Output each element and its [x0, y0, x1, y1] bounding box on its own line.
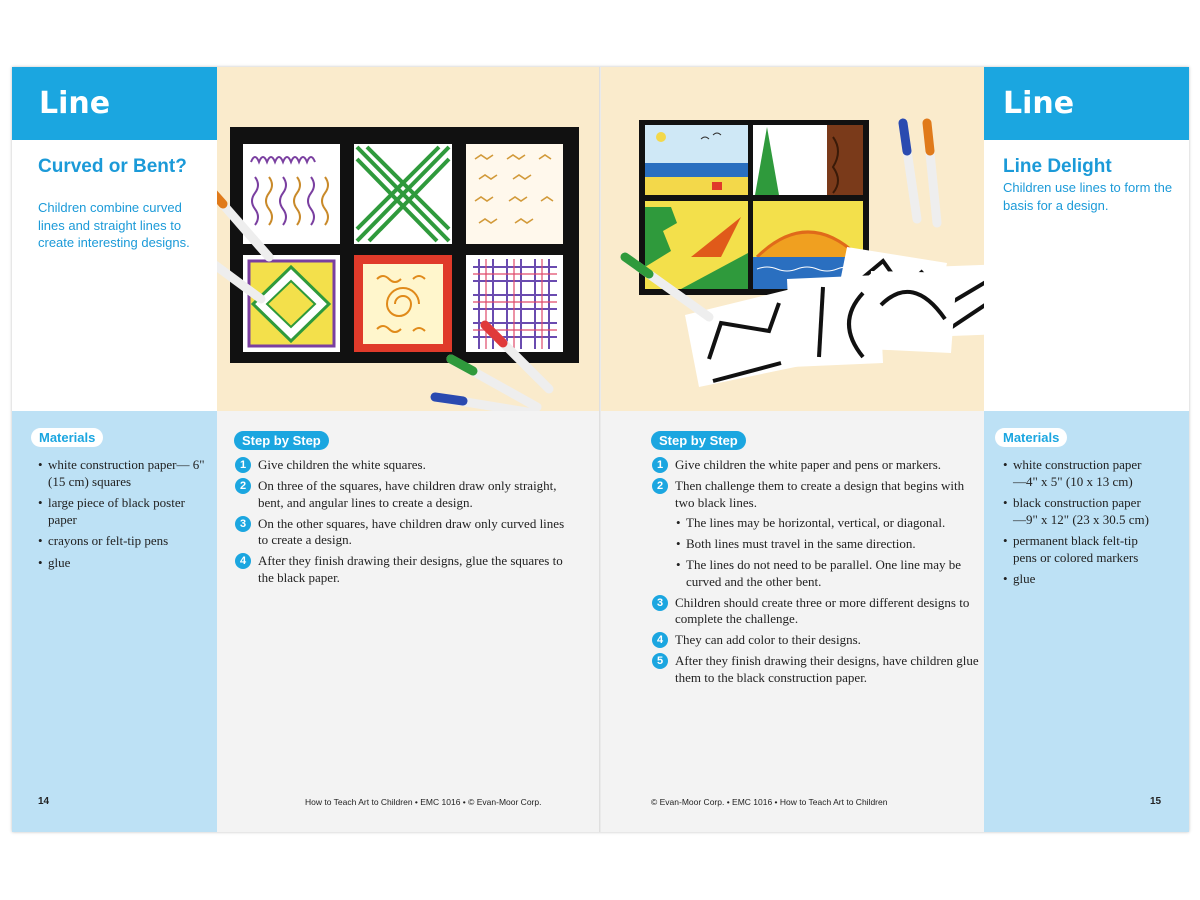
right-activity-photo	[601, 67, 984, 411]
step-number: 1	[652, 457, 668, 473]
list-item	[235, 553, 575, 586]
list-item: • permanent black felt-tip pens or colored markers	[1003, 533, 1153, 566]
right-activity-title: Line Delight	[1003, 156, 1112, 177]
list-item	[235, 478, 575, 511]
left-page-number: 14	[38, 796, 50, 807]
step-number: 2	[652, 478, 668, 494]
left-activity-title: Curved or Bent?	[38, 156, 187, 177]
left-activity-description: Children combine curved lines and straight lines to create interesting designs.	[38, 200, 190, 250]
step-text: Children should create three or more different designs to complete the challenge.	[675, 594, 970, 626]
list-item	[652, 457, 982, 474]
step-text: Then challenge them to create a design that begins with two black lines.	[675, 478, 965, 510]
left-header-banner	[12, 67, 217, 140]
right-activity-description: Children use lines to form the basis for a design.	[1003, 180, 1173, 213]
left-activity-photo	[217, 67, 600, 411]
left-materials-list	[38, 457, 208, 576]
step-text: After they finish drawing their designs, have children glue them to the black construction paper.	[675, 653, 979, 685]
right-footer-credit: © Evan-Moor Corp. • EMC 1016 • How to Teach Art to Children	[651, 797, 888, 807]
left-instructions-panel	[217, 411, 600, 832]
right-instructions-panel	[601, 411, 984, 832]
right-materials-label: Materials	[995, 428, 1067, 447]
left-title-panel	[12, 140, 217, 411]
step-text: On the other squares, have children draw only curved lines to create a design.	[258, 515, 565, 547]
right-header-banner	[984, 67, 1189, 140]
list-item: • Both lines must travel in the same direction.	[652, 536, 982, 553]
right-header-title: Line	[1003, 86, 1075, 121]
right-steps-label: Step by Step	[651, 431, 746, 450]
left-steps-label: Step by Step	[234, 431, 329, 450]
step-number: 3	[652, 595, 668, 611]
step-number: 4	[235, 553, 251, 569]
right-materials-list	[1003, 457, 1153, 593]
list-item	[652, 478, 982, 590]
left-steps-list	[235, 457, 575, 591]
step-number: 4	[652, 632, 668, 648]
right-title-panel	[984, 140, 1189, 411]
list-item: • black construction paper—9" x 12" (23 x 30.5 cm)	[1003, 495, 1153, 528]
right-page	[601, 67, 1189, 832]
step-number: 3	[235, 516, 251, 532]
right-steps-list	[652, 457, 982, 691]
line-delight-artwork-image	[601, 67, 984, 411]
open-book	[12, 67, 1189, 832]
right-materials-panel	[984, 411, 1189, 832]
list-item	[652, 653, 982, 686]
left-materials-label: Materials	[31, 428, 103, 447]
list-item: • white construction paper— 6" (15 cm) squares	[38, 457, 208, 490]
list-item	[652, 595, 982, 628]
left-footer-credit: How to Teach Art to Children • EMC 1016 • © Evan-Moor Corp.	[305, 797, 542, 807]
step-text: Give children the white paper and pens or markers.	[675, 457, 942, 472]
list-item	[235, 516, 575, 549]
step-number: 5	[652, 653, 668, 669]
list-item: • glue	[1003, 571, 1153, 588]
step-text: After they finish drawing their designs, glue the squares to the black paper.	[258, 553, 563, 585]
list-item: • glue	[38, 555, 208, 572]
list-item: • The lines do not need to be parallel. One line may be curved and the other bent.	[652, 557, 982, 590]
list-item: • large piece of black poster paper	[38, 495, 208, 528]
left-header-title: Line	[39, 86, 111, 121]
step-text: They can add color to their designs.	[675, 632, 861, 647]
list-item: • crayons or felt-tip pens	[38, 533, 208, 550]
list-item: • The lines may be horizontal, vertical, or diagonal.	[652, 515, 982, 532]
left-materials-panel	[12, 411, 217, 832]
step-text: Give children the white squares.	[258, 457, 426, 472]
step-2-subitems	[652, 515, 982, 590]
list-item	[652, 632, 982, 649]
left-page	[12, 67, 600, 832]
step-number: 1	[235, 457, 251, 473]
step-number: 2	[235, 478, 251, 494]
step-text: On three of the squares, have children draw only straight, bent, and angular lines to create a design.	[258, 478, 557, 510]
list-item	[235, 457, 575, 474]
list-item: • white construction paper—4" x 5" (10 x 13 cm)	[1003, 457, 1153, 490]
line-squares-artwork-image	[217, 67, 600, 411]
right-page-number: 15	[1150, 796, 1162, 807]
